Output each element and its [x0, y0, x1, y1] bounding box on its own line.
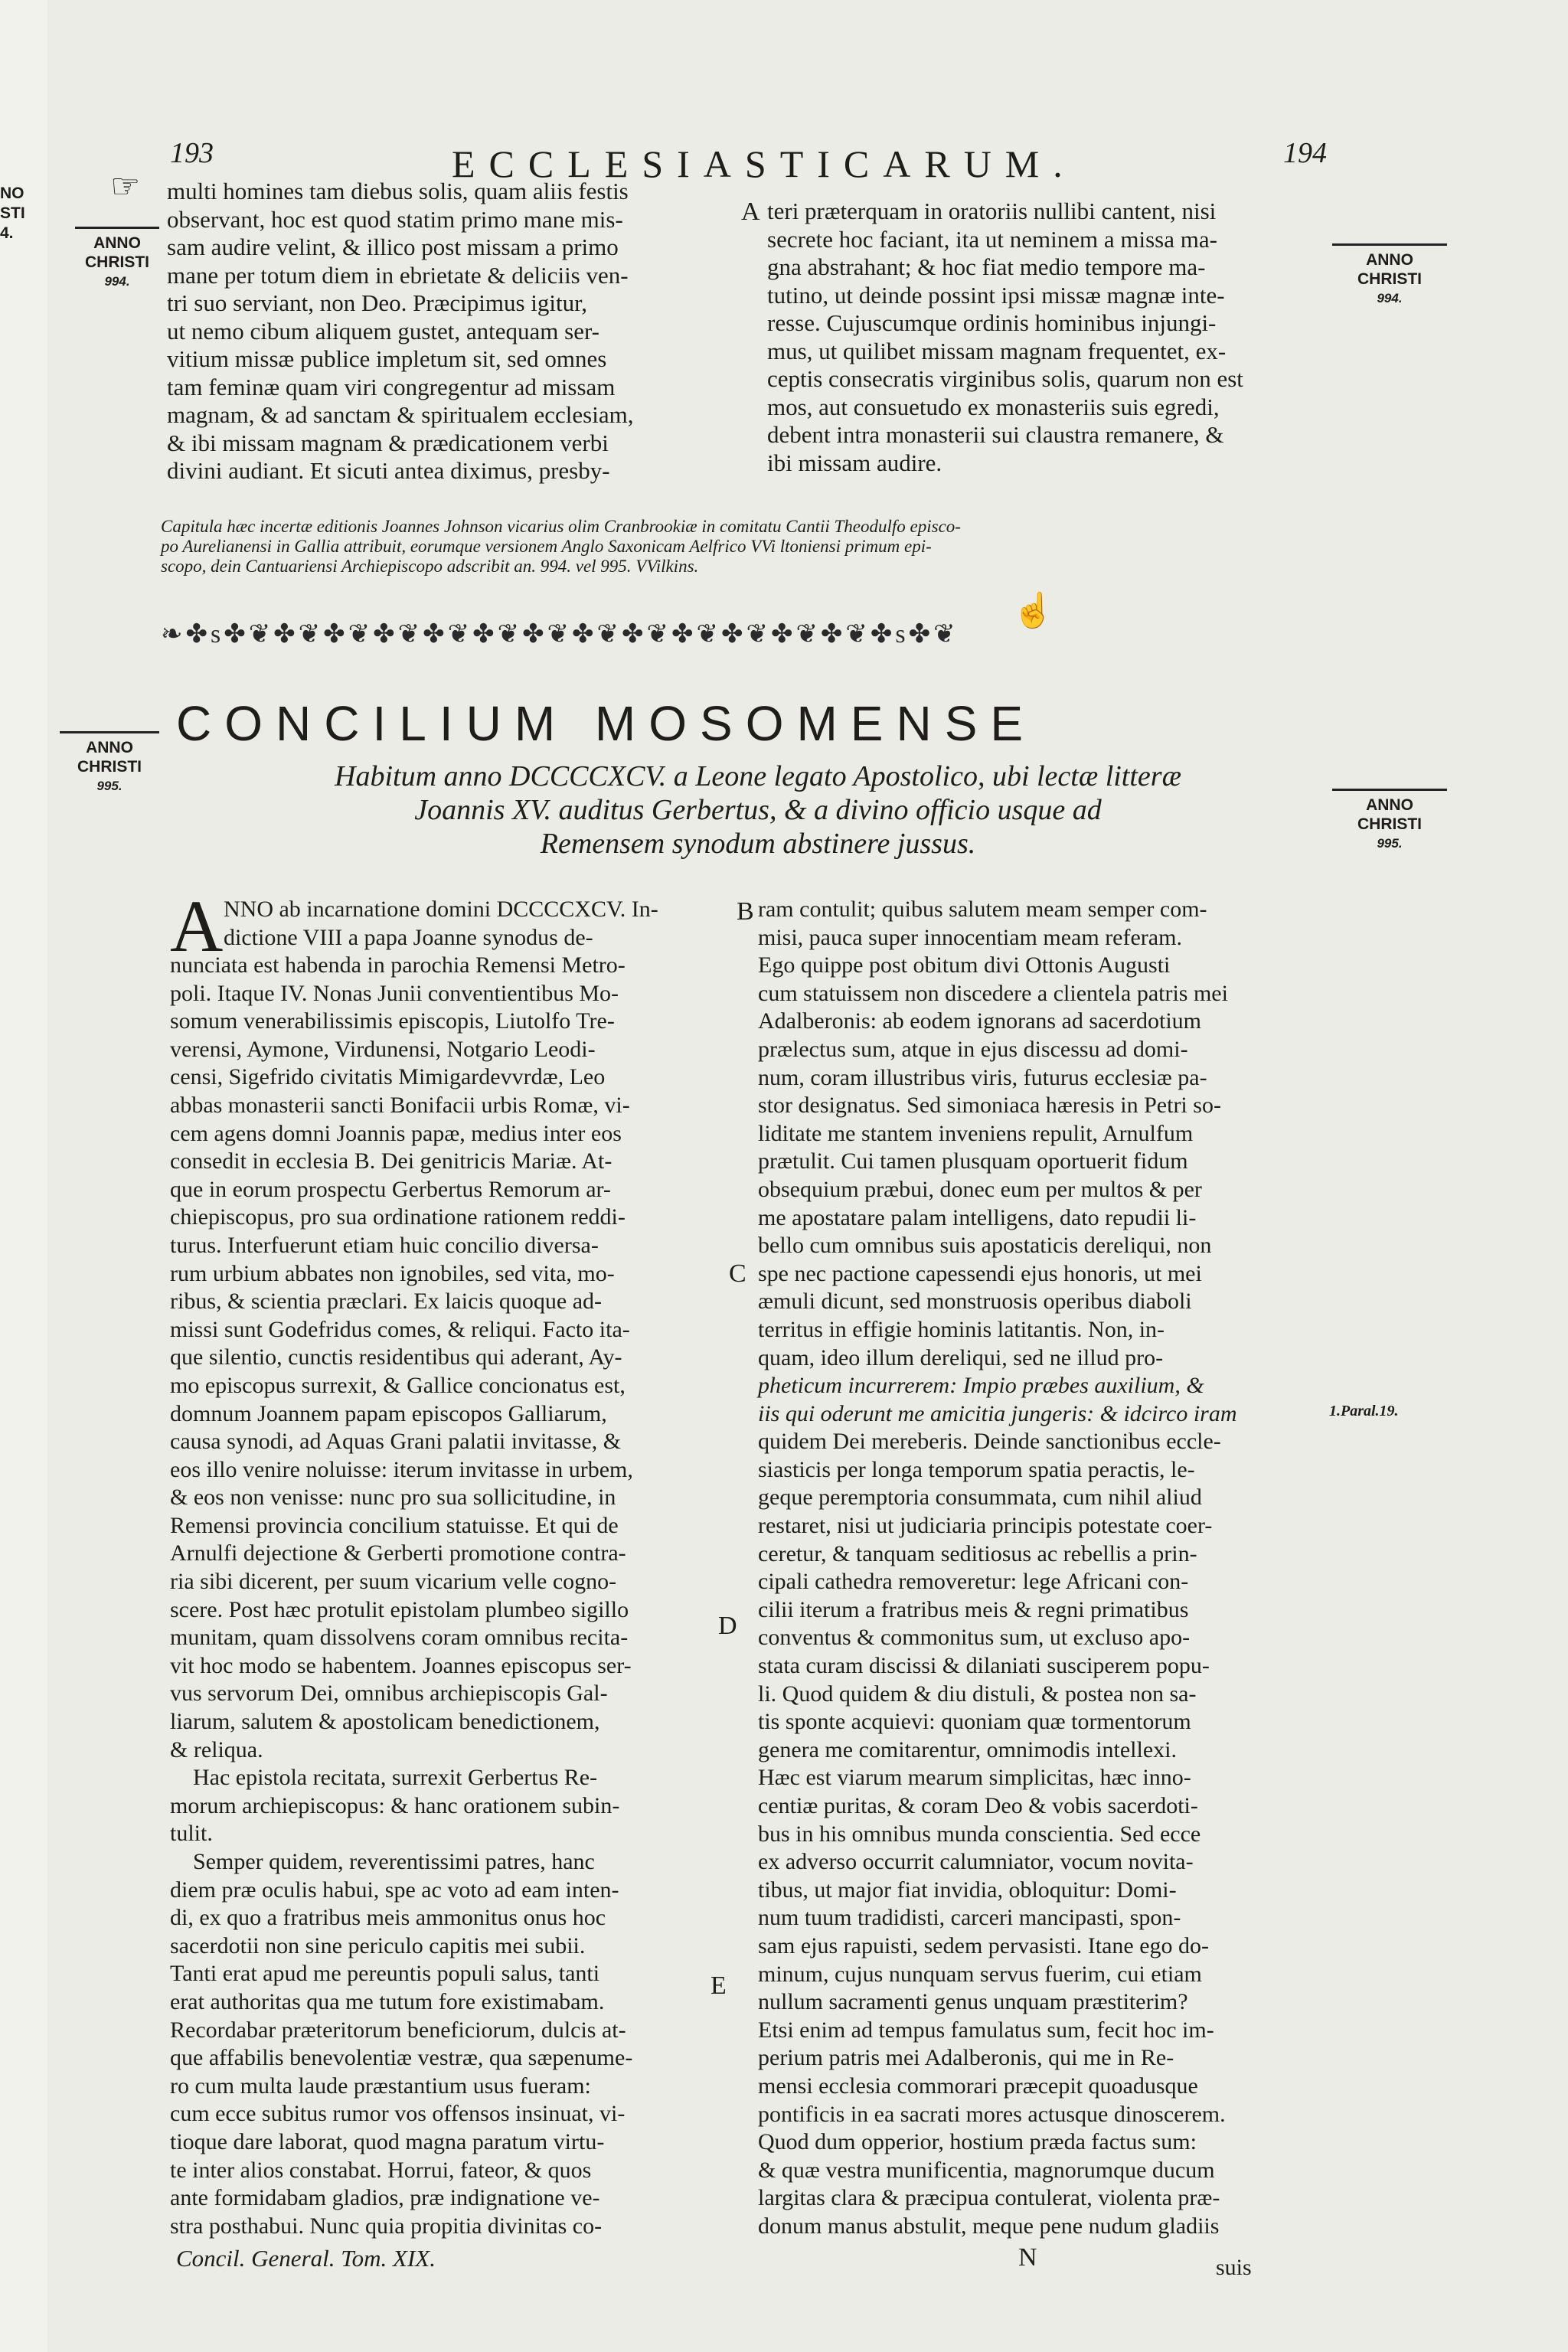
- note-line: po Aurelianensi in Gallia attribuit, eorumque versionem Anglo Saxonicam Aelfrico VVi ltoniensi primum epi-: [161, 537, 932, 556]
- text-line: domnum Joannem papam episcopos Galliarum,: [170, 1400, 607, 1426]
- text-line: verensi, Aymone, Virdunensi, Notgario Leodi-: [170, 1036, 596, 1062]
- section-subtitle: [222, 760, 1294, 861]
- text-line: causa synodi, ad Aquas Grani palatii invitasse, &: [170, 1429, 622, 1455]
- text-line: largitas clara & præcipua contulerat, violenta præ-: [758, 2185, 1220, 2211]
- text-line: mane per totum diem in ebrietate & deliciis ven-: [167, 261, 629, 289]
- text-line: multi homines tam diebus solis, quam aliis festis: [167, 178, 629, 204]
- text-line: ceretur, & tanquam seditiosus ac rebellis a prin-: [758, 1540, 1197, 1566]
- text-line: siasticis per longa temporum spatia peractis, le-: [758, 1456, 1195, 1482]
- text-line: debent intra monasterii sui claustra remanere, &: [767, 421, 1224, 448]
- text-line: tam feminæ quam viri congregentur ad missam: [167, 373, 616, 400]
- side-note-mid-right: [1332, 789, 1447, 853]
- text-line: erat authoritas qua me tutum fore existimabam.: [170, 1988, 605, 2014]
- text-line: liditate me stantem inveniens repulit, Arnulfum: [758, 1120, 1194, 1146]
- top-right-column: [767, 198, 1334, 477]
- text-line: mo episcopus surrexit, & Gallice concionatus est,: [170, 1372, 626, 1398]
- text-line: iis qui oderunt me amicitia jungeris: & idcirco iram: [758, 1400, 1237, 1426]
- main-right-column: [758, 896, 1325, 2241]
- text-line: ceptis consecratis virginibus solis, quarum non est: [767, 365, 1243, 392]
- drop-capital: A: [170, 885, 224, 967]
- fragment-line: 4.: [0, 224, 14, 242]
- editorial-note: [161, 517, 1340, 577]
- previous-page-fragment: [0, 184, 25, 243]
- text-line: Semper quidem, reverentissimi patres, hanc: [193, 1849, 595, 1874]
- text-line: bello cum omnibus suis apostaticis dereliqui, non: [758, 1233, 1212, 1259]
- text-line: secrete hoc faciant, ita ut neminem a missa ma-: [767, 225, 1217, 253]
- text-line: prætulit. Cui tamen plusquam oportuerit fidum: [758, 1148, 1188, 1174]
- running-title: ECCLESIASTICARUM.: [452, 142, 1076, 185]
- text-line: ram contulit; quibus salutem meam semper com-: [758, 897, 1207, 922]
- text-line: morum archiepiscopus: & hanc orationem subin-: [170, 1792, 620, 1818]
- section-title: CONCILIUM MOSOMENSE: [176, 696, 1037, 751]
- fragment-line: NO: [0, 185, 24, 202]
- text-line: restaret, nisi ut judiciaria principis potestate coer-: [758, 1513, 1213, 1539]
- text-line: Hæc est viarum mearum simplicitas, hæc inno-: [758, 1765, 1191, 1791]
- text-line: mos, aut consuetudo ex monasteriis suis egredi,: [767, 393, 1220, 420]
- text-line: resse. Cujuscumque ordinis hominibus injungi-: [767, 309, 1217, 336]
- section-letter-b: B: [737, 897, 754, 926]
- text-line: me apostatare palam intelligens, dato repudii li-: [758, 1204, 1197, 1230]
- text-line: misi, pauca super innocentiam meam referam.: [758, 924, 1182, 950]
- subtitle-line: Joannis XV. auditus Gerbertus, & a divino officio usque ad: [414, 794, 1102, 826]
- text-line: li. Quod quidem & diu distuli, & postea non sa-: [758, 1681, 1197, 1707]
- signature-mark: N: [1018, 2243, 1037, 2272]
- text-line: chiepiscopus, pro sua ordinatione rationem reddi-: [170, 1204, 626, 1230]
- text-line: nullum sacramenti genus unquam præstiterim?: [758, 1989, 1188, 2015]
- text-line: geque peremptoria consummata, cum nihil aliud: [758, 1485, 1202, 1511]
- text-line: sam ejus rapuisti, sedem pervasisti. Itane ego do-: [758, 1932, 1210, 1958]
- side-note-year: 994.: [1377, 291, 1403, 305]
- text-line: mensi ecclesia commorari præcepit quoadusque: [758, 2073, 1198, 2099]
- text-line: vus servorum Dei, omnibus archiepiscopis Gal-: [170, 1681, 608, 1707]
- text-line: tioque dare laborat, quod magna paratum virtu-: [170, 2128, 605, 2154]
- text-line: abbas monasterii sancti Bonifacii urbis Romæ, vi-: [170, 1092, 630, 1118]
- text-line: genera me comitarentur, omnimodis intellexi.: [758, 1736, 1177, 1762]
- text-line: censi, Sigefrido civitatis Mimigardevvrdæ, Leo: [170, 1064, 606, 1090]
- text-line: teri præterquam in oratoriis nullibi cantent, nisi: [767, 198, 1217, 224]
- text-line: te inter alios constabat. Horrui, fateor, & quos: [170, 2157, 592, 2183]
- text-line: sam audire velint, & illico post missam a primo: [167, 234, 619, 260]
- text-line: cilii iterum a fratribus meis & regni primatibus: [758, 1596, 1189, 1622]
- text-line: spe nec pactione capessendi ejus honoris, ut mei: [758, 1260, 1202, 1286]
- text-line: num, coram illustribus viris, futurus ecclesiæ pa-: [758, 1064, 1207, 1090]
- text-line: que silentio, cunctis residentibus qui aderant, Ay-: [170, 1344, 622, 1370]
- text-line: stor designatus. Sed simoniaca hæresis in Petri so-: [758, 1093, 1221, 1119]
- text-line: & reliqua.: [170, 1736, 263, 1762]
- subtitle-line: Habitum anno DCCCCXCV. a Leone legato Apostolico, ubi lectæ litteræ: [335, 760, 1181, 792]
- section-letter-a: A: [741, 198, 760, 226]
- text-line: Recordabar præteritorum beneficiorum, dulcis at-: [170, 2017, 626, 2043]
- text-line: cum statuissem non discedere a clientela patris mei: [758, 980, 1228, 1006]
- text-line: diem præ oculis habui, spe ac voto ad eam inten-: [170, 1877, 619, 1903]
- note-line: Capitula hæc incertæ editionis Joannes Johnson vicarius olim Cranbrookiæ in comitatu Cantii Theodulfo episco-: [161, 517, 961, 536]
- text-line: tis sponte acquievi: quoniam quæ tormentorum: [758, 1709, 1191, 1735]
- text-line: ante formidabam gladios, præ indignatione ve-: [170, 2185, 600, 2211]
- note-line: scopo, dein Cantuariensi Archiepiscopo adscribit an. 994. vel 995. VVilkins.: [161, 557, 699, 576]
- text-line: Adalberonis: ab eodem ignorans ad sacerdotium: [758, 1008, 1201, 1034]
- side-note-mid-left: [60, 731, 159, 795]
- text-line: sacerdotii non sine periculo capitis mei subii.: [170, 1932, 586, 1958]
- text-line: munitam, quam dissolvens coram omnibus recita-: [170, 1625, 629, 1651]
- page-number-left: 193: [170, 137, 214, 169]
- text-line: Remensi provincia concilium statuisse. Et qui de: [170, 1512, 619, 1538]
- text-line: perium patris mei Adalberonis, qui me in Re-: [758, 2045, 1174, 2071]
- text-line: ribus, & scientia præclari. Ex laicis quoque ad-: [170, 1289, 603, 1315]
- side-note-label: ANNO CHRISTI: [85, 234, 149, 271]
- side-note-year: 995.: [96, 779, 122, 793]
- text-line: que in eorum prospectu Gerbertus Remorum ar-: [170, 1176, 611, 1202]
- text-line: liarum, salutem & apostolicam benedictionem,: [170, 1709, 600, 1735]
- text-line: somum venerabilissimis episcopis, Liutolfo Tre-: [170, 1008, 615, 1034]
- side-note-top-right: [1332, 243, 1447, 308]
- side-note-label: ANNO CHRISTI: [77, 739, 142, 776]
- text-line: vit hoc modo se habentem. Joannes episcopus ser-: [170, 1652, 632, 1678]
- text-line: ro cum multa laude præstantium usus fueram:: [170, 2073, 591, 2099]
- catchword: suis: [1216, 2255, 1252, 2280]
- text-line: Ego quippe post obitum divi Ottonis Augusti: [758, 952, 1171, 978]
- text-line: turus. Interfuerunt etiam huic concilio diversa-: [170, 1232, 599, 1258]
- page-number-right: 194: [1283, 137, 1327, 169]
- text-line: Etsi enim ad tempus famulatus sum, fecit hoc im-: [758, 2017, 1214, 2043]
- top-left-column: [167, 178, 737, 485]
- text-line: ibi missam audire.: [767, 449, 942, 476]
- side-note-year: 995.: [1377, 836, 1403, 851]
- text-line: prælectus sum, atque in ejus discessu ad domi-: [758, 1036, 1188, 1062]
- text-line: cipali cathedra removeretur: lege Africani con-: [758, 1569, 1189, 1595]
- text-line: dictione VIII a papa Joanne synodus de-: [224, 924, 593, 950]
- text-line: ria sibi dicerent, per suum vicarium velle cogno-: [170, 1569, 617, 1595]
- text-line: conventus & commonitus sum, ut excluso apo-: [758, 1625, 1191, 1651]
- text-line: donum manus abstulit, meque pene nudum gladiis: [758, 2213, 1220, 2239]
- text-line: pontificis in ea sacrati mores actusque dinoscerem.: [758, 2101, 1226, 2127]
- margin-reference: 1.Paral.19.: [1329, 1403, 1399, 1419]
- text-line: num tuum tradidisti, carceri mancipasti, spon-: [758, 1905, 1181, 1931]
- text-line: vitium missæ publice impletum sit, sed omnes: [167, 345, 607, 372]
- footer-volume: Concil. General. Tom. XIX.: [176, 2245, 436, 2272]
- text-line: rum urbium abbates non ignobiles, sed vita, mo-: [170, 1260, 615, 1286]
- section-letter-c: C: [729, 1259, 746, 1288]
- text-line: observant, hoc est quod statim primo mane mis-: [167, 205, 623, 233]
- pointing-hand-icon: ☞: [110, 168, 141, 205]
- text-line: di, ex quo a fratribus meis ammonitus onus hoc: [170, 1905, 606, 1931]
- text-line: stra posthabui. Nunc quia propitia divinitas co-: [170, 2213, 603, 2239]
- text-line: quam, ideo illum dereliqui, sed ne illud pro-: [758, 1344, 1164, 1370]
- text-line: obsequium præbui, donec eum per multos & per: [758, 1176, 1202, 1202]
- side-note-year: 994.: [104, 274, 130, 289]
- text-line: cem agens domni Joannis papæ, medius inter eos: [170, 1120, 622, 1146]
- text-line: pheticum incurrerem: Impio præbes auxilium, &: [758, 1373, 1204, 1399]
- text-line: cum ecce subitus rumor vos offensos insinuat, vi-: [170, 2101, 626, 2127]
- main-left-column: [224, 896, 729, 952]
- text-line: territus in effigie hominis latitantis. Non, in-: [758, 1316, 1165, 1342]
- text-line: magnam, & ad sanctam & spiritualem ecclesiam,: [167, 401, 634, 428]
- fragment-line: STI: [0, 204, 25, 222]
- text-line: mus, ut quilibet missam magnam frequentet, ex-: [767, 337, 1227, 364]
- text-line: & ibi missam magnam & prædicationem verbi: [167, 429, 609, 456]
- text-line: divini audiant. Et sicuti antea diximus, presby-: [167, 457, 610, 484]
- text-line: minum, cujus nunquam servus fuerim, cui etiam: [758, 1961, 1202, 1987]
- text-line: centiæ puritas, & coram Deo & vobis sacerdoti-: [758, 1793, 1198, 1818]
- main-left-column-body: [170, 952, 729, 2240]
- text-line: gna abstrahant; & hoc fiat medio tempore ma-: [767, 253, 1206, 280]
- decorative-ornament-band: ❧✤s✤❦✤❦✤❦✤❦✤❦✤❦✤❦✤❦✤❦✤❦✤❦✤❦✤❦✤s✤❦: [161, 620, 959, 648]
- text-line: Tanti erat apud me pereuntis populi salus, tanti: [170, 1961, 600, 1987]
- text-line: ex adverso occurrit calumniator, vocum novita-: [758, 1849, 1194, 1875]
- text-line: æmuli dicunt, sed monstruosis operibus diaboli: [758, 1289, 1192, 1315]
- text-line: Quod dum opperior, hostium præda factus sum:: [758, 2129, 1197, 2155]
- text-line: NNO ab incarnatione domini DCCCCXCV. In-: [224, 897, 658, 922]
- text-line: tibus, ut major fiat invidia, obloquitur: Domi-: [758, 1877, 1177, 1903]
- text-line: scere. Post hæc protulit epistolam plumbeo sigillo: [170, 1596, 629, 1622]
- side-note-label: ANNO CHRISTI: [1357, 796, 1422, 833]
- side-note-top-left: [75, 227, 159, 291]
- text-line: nunciata est habenda in parochia Remensi Metro-: [170, 952, 626, 978]
- text-line: consedit in ecclesia B. Dei genitricis Mariæ. At-: [170, 1148, 612, 1174]
- subtitle-line: Remensem synodum abstinere jussus.: [540, 828, 976, 860]
- text-line: Arnulfi dejectione & Gerberti promotione contra-: [170, 1540, 626, 1566]
- text-line: missi sunt Godefridus comes, & reliqui. Facto ita-: [170, 1316, 630, 1342]
- section-letter-d: D: [718, 1612, 737, 1640]
- side-note-label: ANNO CHRISTI: [1357, 251, 1422, 288]
- previous-page-edge: [0, 0, 49, 2352]
- text-line: ut nemo cibum aliquem gustet, antequam ser-: [167, 317, 599, 345]
- text-line: que affabilis benevolentiæ vestræ, qua sæpenume-: [170, 2045, 633, 2071]
- text-line: bus in his omnibus munda conscientia. Sed ecce: [758, 1821, 1201, 1847]
- text-line: tulit.: [170, 1821, 213, 1847]
- text-line: tutino, ut deinde possint ipsi missæ magnæ inte-: [767, 281, 1225, 309]
- pointing-hand-icon: ☝: [1012, 592, 1054, 629]
- text-line: poli. Itaque IV. Nonas Junii conventientibus Mo-: [170, 980, 619, 1006]
- text-line: eos illo venire noluisse: iterum invitasse in urbem,: [170, 1456, 633, 1482]
- text-line: & quæ vestra munificentia, magnorumque ducum: [758, 2157, 1215, 2183]
- text-line: tri suo serviant, non Deo. Præcipimus igitur,: [167, 289, 587, 316]
- text-line: & eos non venisse: nunc pro sua sollicitudine, in: [170, 1485, 616, 1511]
- text-line: stata curam discissi & dilaniati susciperem popu-: [758, 1653, 1210, 1679]
- text-line: quidem Dei mereberis. Deinde sanctionibus eccle-: [758, 1429, 1221, 1455]
- text-line: Hac epistola recitata, surrexit Gerbertus Re-: [193, 1765, 598, 1791]
- section-letter-e: E: [710, 1971, 727, 2000]
